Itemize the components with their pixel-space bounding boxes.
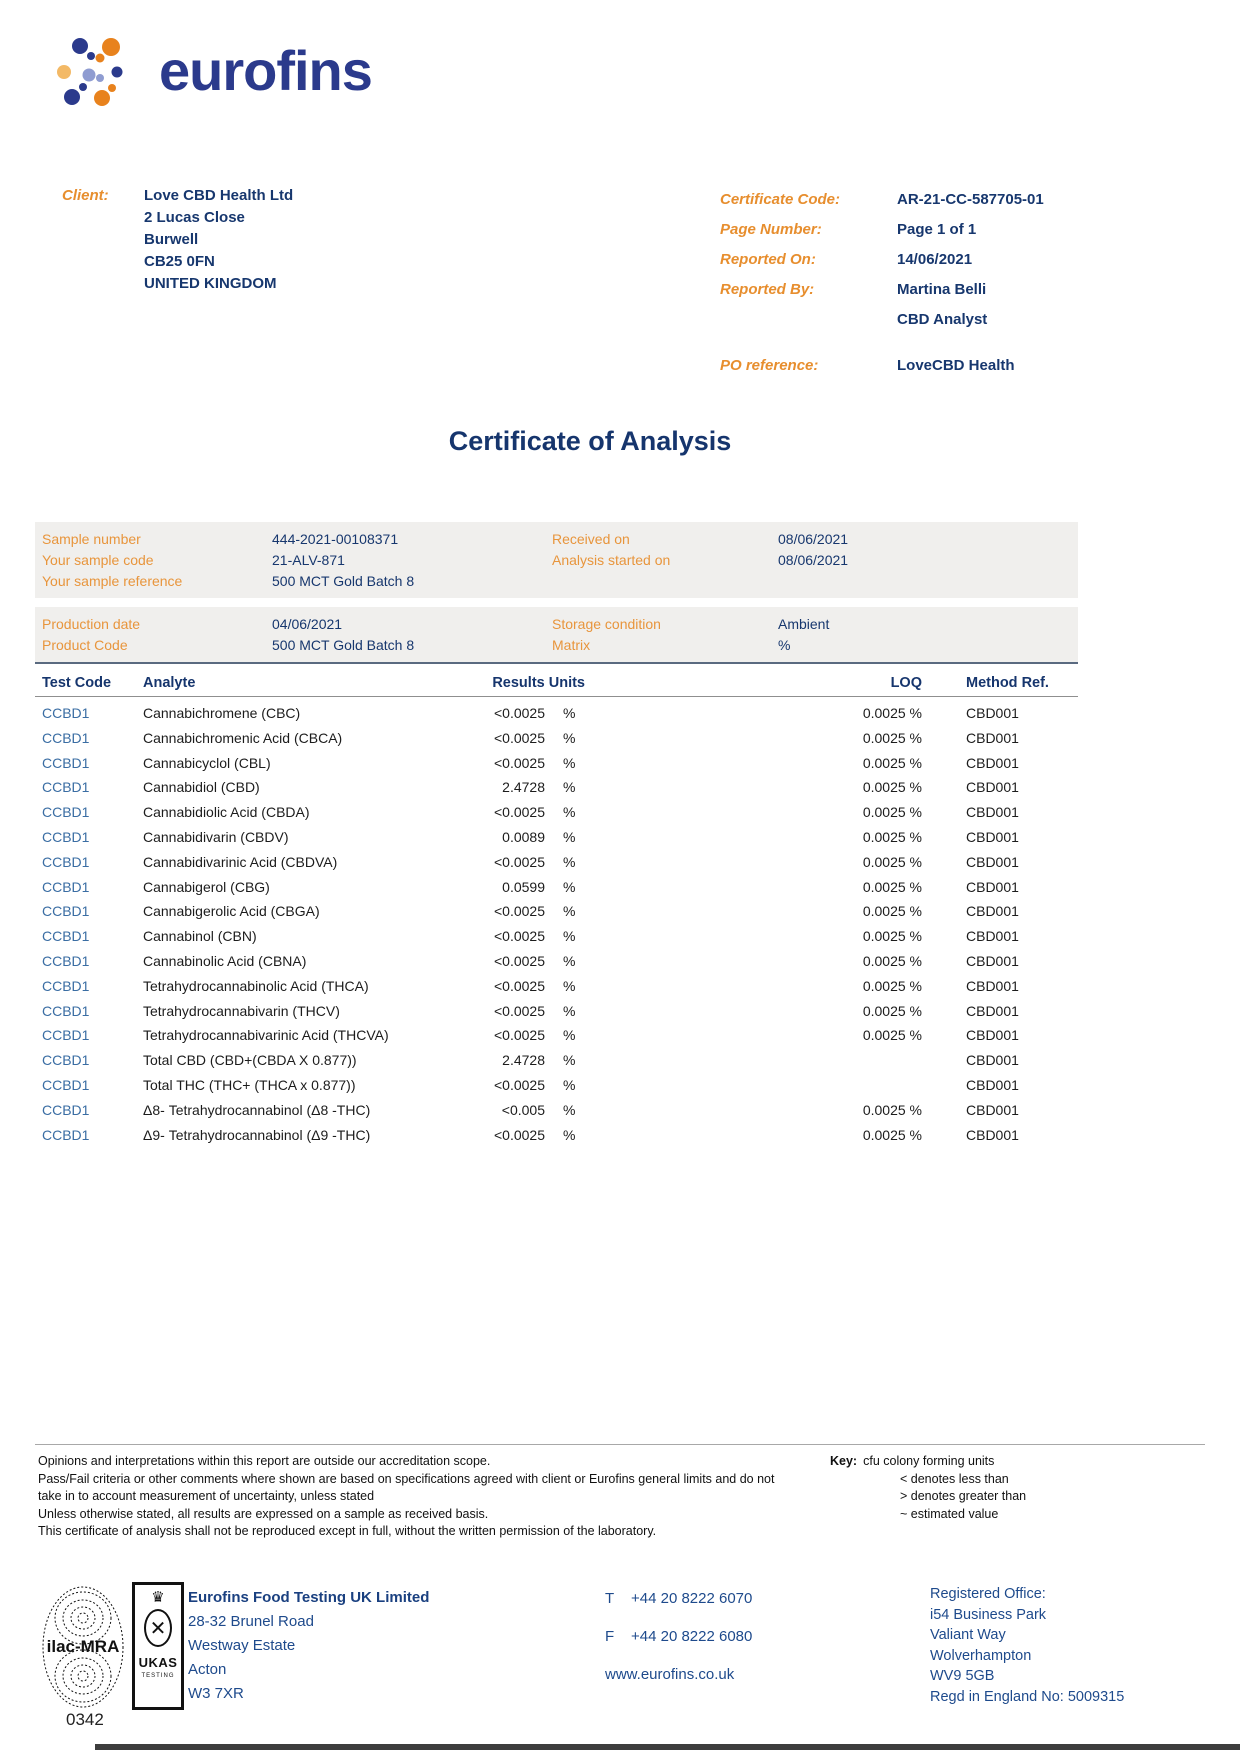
col-header-method-ref: Method Ref. xyxy=(966,675,1049,691)
cell-analyte: Δ9- Tetrahydrocannabinol (Δ9 -THC) xyxy=(143,1126,371,1143)
info-label: Production date xyxy=(42,616,141,632)
registered-office-line: WV9 5GB xyxy=(930,1668,995,1684)
col-header-loq: LOQ xyxy=(890,675,922,691)
meta-sub-value: CBD Analyst xyxy=(897,311,988,328)
info-label: Product Code xyxy=(42,637,128,653)
contact-prefix: T xyxy=(605,1590,615,1607)
cell-test-code: CCBD1 xyxy=(42,853,90,870)
footer-address-line: Westway Estate xyxy=(188,1637,296,1654)
cell-loq xyxy=(585,1073,922,1098)
cell-test-code: CCBD1 xyxy=(42,804,90,821)
info-row xyxy=(552,550,848,571)
info-value: 21-ALV-871 xyxy=(272,552,345,568)
cell-test-code: CCBD1 xyxy=(42,1002,90,1019)
registered-office-line: Valiant Way xyxy=(930,1627,1006,1643)
cell-unit: % xyxy=(563,1076,576,1093)
cell-loq: 0.0025 % xyxy=(862,1002,922,1019)
cell-loq: 0.0025 % xyxy=(862,1027,922,1044)
info-label: Matrix xyxy=(552,637,591,653)
cell-unit: % xyxy=(563,804,576,821)
cell-result: <0.0025 xyxy=(494,977,545,994)
cell-loq: 0.0025 % xyxy=(862,779,922,796)
cell-test-code: CCBD1 xyxy=(42,729,90,746)
cell-method-ref: CBD001 xyxy=(966,1101,1019,1118)
eurofins-logo xyxy=(55,34,372,108)
meta-label: Reported On: xyxy=(720,251,816,268)
info-label: Analysis started on xyxy=(552,552,671,568)
cell-loq: 0.0025 % xyxy=(862,878,922,895)
client-address-line: Love CBD Health Ltd xyxy=(144,187,294,204)
info-row xyxy=(42,614,414,635)
report-meta xyxy=(720,185,1180,381)
footer-company-address xyxy=(188,1610,429,1706)
cell-analyte: Cannabinolic Acid (CBNA) xyxy=(143,952,307,969)
meta-label: Page Number: xyxy=(720,221,822,238)
footer-contact-row xyxy=(605,1590,752,1607)
ukas-logo xyxy=(132,1582,184,1710)
cell-unit: % xyxy=(563,705,576,721)
cell-test-code: CCBD1 xyxy=(42,1076,90,1093)
cell-analyte: Cannabicyclol (CBL) xyxy=(143,754,271,771)
cell-method-ref: CBD001 xyxy=(966,903,1019,920)
client-address-line: UNITED KINGDOM xyxy=(144,275,277,292)
cell-method-ref: CBD001 xyxy=(966,1076,1019,1093)
cell-analyte: Cannabidiolic Acid (CBDA) xyxy=(143,804,310,821)
cell-unit: % xyxy=(563,853,576,870)
info-row xyxy=(42,529,414,550)
cell-analyte: Cannabichromenic Acid (CBCA) xyxy=(143,729,343,746)
meta-value: Martina Belli xyxy=(897,281,987,298)
meta-row xyxy=(720,185,1180,215)
info-row xyxy=(552,635,829,656)
results-table-body xyxy=(35,701,1078,1147)
info-row xyxy=(552,529,848,550)
info-row xyxy=(42,635,414,656)
cell-test-code: CCBD1 xyxy=(42,977,90,994)
client-address-line: Burwell xyxy=(144,231,199,248)
table-row xyxy=(35,974,1078,999)
footer-company xyxy=(188,1586,429,1706)
cell-analyte: Cannabigerol (CBG) xyxy=(143,878,270,895)
table-row xyxy=(35,850,1078,875)
table-row xyxy=(35,1098,1078,1123)
table-row xyxy=(35,1073,1078,1098)
cell-loq: 0.0025 % xyxy=(862,804,922,821)
table-row xyxy=(35,899,1078,924)
table-row xyxy=(35,825,1078,850)
key-entries xyxy=(830,1471,1150,1524)
table-row xyxy=(35,875,1078,900)
accreditation-logos xyxy=(40,1582,190,1712)
meta-row xyxy=(720,275,1180,305)
cell-test-code: CCBD1 xyxy=(42,878,90,895)
cell-analyte: Δ8- Tetrahydrocannabinol (Δ8 -THC) xyxy=(143,1101,371,1118)
key-entry: < denotes less than xyxy=(900,1471,1009,1486)
col-header-results-units: Results Units xyxy=(492,675,585,691)
page-title: Certificate of Analysis xyxy=(448,426,732,456)
cell-loq: 0.0025 % xyxy=(862,828,922,845)
meta-row xyxy=(720,351,1180,381)
cell-loq: 0.0025 % xyxy=(862,952,922,969)
info-label: Storage condition xyxy=(552,616,661,632)
disclaimer-line: Pass/Fail criteria or other comments where shown are based on specifications agreed with client or Eurofins general limits and do not xyxy=(38,1471,775,1486)
cell-result: 0.0599 xyxy=(502,878,545,895)
cell-result: <0.0025 xyxy=(494,1126,545,1143)
cell-test-code: CCBD1 xyxy=(42,779,90,796)
cell-analyte: Cannabidivarin (CBDV) xyxy=(143,828,289,845)
sample-info-left xyxy=(42,529,414,592)
table-row xyxy=(35,701,1078,726)
info-value: 08/06/2021 xyxy=(778,531,849,547)
cell-unit: % xyxy=(563,1002,576,1019)
ukas-emblem-icon: ✕ xyxy=(144,1609,172,1647)
client-block xyxy=(62,185,293,295)
production-info-block xyxy=(35,607,1078,664)
cell-result: <0.0025 xyxy=(494,1076,545,1093)
cell-unit: % xyxy=(563,729,576,746)
table-row xyxy=(35,999,1078,1024)
cell-test-code: CCBD1 xyxy=(42,1126,90,1143)
info-value: 08/06/2021 xyxy=(778,552,849,568)
ilac-mra-label: ilac-MRA xyxy=(46,1637,120,1656)
production-info-left xyxy=(42,614,414,656)
table-row xyxy=(35,1023,1078,1048)
ilac-mra-logo-icon xyxy=(40,1584,126,1710)
cell-test-code: CCBD1 xyxy=(42,952,90,969)
footer-company-name: Eurofins Food Testing UK Limited xyxy=(188,1589,430,1606)
info-value: 444-2021-00108371 xyxy=(272,531,399,547)
cell-unit: % xyxy=(563,903,576,920)
client-label: Client: xyxy=(62,187,109,204)
cell-loq: 0.0025 % xyxy=(862,1101,922,1118)
cell-unit: % xyxy=(563,754,576,771)
cell-unit: % xyxy=(563,1027,576,1044)
disclaimer-line: This certificate of analysis shall not be reproduced except in full, without the written permission of the laboratory. xyxy=(38,1524,657,1539)
meta-row xyxy=(720,245,1180,275)
cell-loq: 0.0025 % xyxy=(862,1126,922,1143)
info-label: Your sample code xyxy=(42,552,154,568)
disclaimer xyxy=(38,1453,818,1541)
cell-analyte: Cannabidivarinic Acid (CBDVA) xyxy=(143,853,338,870)
ukas-sub-label: TESTING xyxy=(141,1673,175,1679)
footer-website: www.eurofins.co.uk xyxy=(605,1666,735,1683)
cell-method-ref: CBD001 xyxy=(966,705,1019,721)
cell-method-ref: CBD001 xyxy=(966,779,1019,796)
table-row xyxy=(35,726,1078,751)
disclaimer-line: take in to account measurement of uncertainty, unless stated xyxy=(38,1489,375,1504)
registered-office-line: Regd in England No: 5009315 xyxy=(930,1688,1125,1705)
cell-method-ref: CBD001 xyxy=(966,952,1019,969)
cell-result: <0.0025 xyxy=(494,903,545,920)
info-row xyxy=(552,614,829,635)
cell-loq: 0.0025 % xyxy=(862,754,922,771)
sample-info-right xyxy=(552,529,848,571)
cell-test-code: CCBD1 xyxy=(42,928,90,945)
cell-analyte: Total THC (THC+ (THCA x 0.877)) xyxy=(143,1076,356,1093)
cell-result: 2.4728 xyxy=(502,779,545,796)
cell-test-code: CCBD1 xyxy=(42,828,90,845)
cell-test-code: CCBD1 xyxy=(42,1052,90,1069)
cell-result: <0.0025 xyxy=(494,729,545,746)
cell-result: <0.0025 xyxy=(494,853,545,870)
cell-method-ref: CBD001 xyxy=(966,1027,1019,1044)
cell-test-code: CCBD1 xyxy=(42,754,90,771)
meta-value: AR-21-CC-587705-01 xyxy=(897,191,1044,208)
meta-label: Certificate Code: xyxy=(720,191,841,208)
cell-unit: % xyxy=(563,928,576,945)
footer-separator xyxy=(35,1444,1205,1445)
meta-value: 14/06/2021 xyxy=(897,251,973,268)
client-address xyxy=(144,185,293,295)
table-row xyxy=(35,1123,1078,1148)
cell-unit: % xyxy=(563,1126,576,1143)
table-row xyxy=(35,1048,1078,1073)
cell-analyte: Tetrahydrocannabinolic Acid (THCA) xyxy=(143,977,369,994)
cell-test-code: CCBD1 xyxy=(42,1027,90,1044)
cell-analyte: Total CBD (CBD+(CBDA X 0.877)) xyxy=(143,1052,357,1069)
cell-method-ref: CBD001 xyxy=(966,729,1019,746)
meta-row xyxy=(720,215,1180,245)
info-value: Ambient xyxy=(778,616,830,632)
cell-method-ref: CBD001 xyxy=(966,828,1019,845)
client-address-line: CB25 0FN xyxy=(144,253,215,270)
contact-number: +44 20 8222 6070 xyxy=(631,1590,753,1607)
cell-analyte: Tetrahydrocannabivarin (THCV) xyxy=(143,1002,340,1019)
accreditation-number: 0342 xyxy=(66,1710,104,1729)
cell-method-ref: CBD001 xyxy=(966,1002,1019,1019)
table-row xyxy=(35,924,1078,949)
cell-unit: % xyxy=(563,828,576,845)
table-row xyxy=(35,751,1078,776)
cell-unit: % xyxy=(563,779,576,796)
cell-test-code: CCBD1 xyxy=(42,903,90,920)
info-label: Received on xyxy=(552,531,630,547)
meta-label-spacer xyxy=(720,305,897,335)
cell-method-ref: CBD001 xyxy=(966,853,1019,870)
footer-address-line: W3 7XR xyxy=(188,1685,244,1702)
key-first-entry: cfu colony forming units xyxy=(863,1454,995,1468)
table-row xyxy=(35,775,1078,800)
info-label: Your sample reference xyxy=(42,573,183,589)
cell-method-ref: CBD001 xyxy=(966,928,1019,945)
footer-address-line: 28-32 Brunel Road xyxy=(188,1613,314,1630)
cell-result: 2.4728 xyxy=(502,1052,545,1069)
cell-unit: % xyxy=(563,1101,576,1118)
crown-icon: ♛ xyxy=(151,1589,165,1606)
cell-unit: % xyxy=(563,1052,576,1069)
info-row xyxy=(42,550,414,571)
bottom-scan-bar xyxy=(95,1744,1240,1750)
col-header-test-code: Test Code xyxy=(42,675,112,691)
cell-loq: 0.0025 % xyxy=(862,903,922,920)
results-table-header xyxy=(35,670,1078,697)
sample-info-block xyxy=(35,522,1078,598)
key-label: Key: xyxy=(830,1454,858,1468)
footer-address-line: Acton xyxy=(188,1661,227,1678)
disclaimer-line: Unless otherwise stated, all results are expressed on a sample as received basis. xyxy=(38,1506,489,1521)
cell-method-ref: CBD001 xyxy=(966,1126,1019,1143)
col-header-analyte: Analyte xyxy=(143,675,196,691)
cell-loq: 0.0025 % xyxy=(862,705,922,721)
cell-method-ref: CBD001 xyxy=(966,754,1019,771)
info-value: % xyxy=(778,637,791,653)
cell-result: 0.0089 xyxy=(502,828,545,845)
meta-label: Reported By: xyxy=(720,281,815,298)
cell-unit: % xyxy=(563,977,576,994)
meta-label: PO reference: xyxy=(720,357,819,374)
cell-analyte: Tetrahydrocannabivarinic Acid (THCVA) xyxy=(143,1027,389,1044)
production-info-right xyxy=(552,614,829,656)
eurofins-dots-icon xyxy=(55,34,143,108)
footer-contact-row xyxy=(605,1628,752,1645)
ukas-label: UKAS xyxy=(138,1655,178,1670)
cell-test-code: CCBD1 xyxy=(42,1101,90,1118)
info-label: Sample number xyxy=(42,531,141,547)
cell-result: <0.005 xyxy=(501,1101,545,1118)
cell-result: <0.0025 xyxy=(494,1027,545,1044)
registered-office-line: i54 Business Park xyxy=(930,1606,1047,1623)
cell-result: <0.0025 xyxy=(494,804,545,821)
footer-phone-fax xyxy=(605,1590,752,1645)
disclaimer-line: Opinions and interpretations within this report are outside our accreditation scope. xyxy=(38,1454,491,1468)
info-value: 04/06/2021 xyxy=(272,616,343,632)
cell-analyte: Cannabigerolic Acid (CBGA) xyxy=(143,903,320,920)
cell-method-ref: CBD001 xyxy=(966,977,1019,994)
key-entry: > denotes greater than xyxy=(900,1489,1027,1504)
cell-loq: 0.0025 % xyxy=(862,729,922,746)
meta-value: Page 1 of 1 xyxy=(897,221,977,238)
cell-result: <0.0025 xyxy=(494,754,545,771)
info-row xyxy=(42,571,414,592)
cell-method-ref: CBD001 xyxy=(966,1052,1019,1069)
footer-registered-office xyxy=(930,1584,1124,1707)
contact-number: +44 20 8222 6080 xyxy=(631,1628,753,1645)
contact-prefix: F xyxy=(605,1628,615,1645)
cell-loq xyxy=(585,1048,922,1073)
cell-result: <0.0025 xyxy=(494,1002,545,1019)
cell-loq: 0.0025 % xyxy=(862,977,922,994)
info-value: 500 MCT Gold Batch 8 xyxy=(272,573,415,589)
meta-sub-row xyxy=(720,305,1180,335)
meta-value: LoveCBD Health xyxy=(897,357,1015,374)
cell-method-ref: CBD001 xyxy=(966,878,1019,895)
registered-office-line: Registered Office: xyxy=(930,1586,1046,1602)
info-value: 500 MCT Gold Batch 8 xyxy=(272,637,415,653)
key-legend xyxy=(830,1453,1150,1523)
cell-loq: 0.0025 % xyxy=(862,928,922,945)
cell-unit: % xyxy=(563,952,576,969)
table-row xyxy=(35,800,1078,825)
cell-analyte: Cannabinol (CBN) xyxy=(143,928,257,945)
cell-result: <0.0025 xyxy=(494,705,545,721)
cell-result: <0.0025 xyxy=(494,928,545,945)
cell-test-code: CCBD1 xyxy=(42,705,90,721)
registered-office-line: Wolverhampton xyxy=(930,1647,1032,1664)
table-row xyxy=(35,949,1078,974)
cell-result: <0.0025 xyxy=(494,952,545,969)
client-address-line: 2 Lucas Close xyxy=(144,209,245,226)
footer-contact xyxy=(605,1590,752,1683)
key-entry: ~ estimated value xyxy=(900,1506,999,1521)
cell-method-ref: CBD001 xyxy=(966,804,1019,821)
cell-loq: 0.0025 % xyxy=(862,853,922,870)
cell-analyte: Cannabichromene (CBC) xyxy=(143,705,301,721)
cell-analyte: Cannabidiol (CBD) xyxy=(143,779,260,796)
brand-name: eurofins xyxy=(159,39,372,102)
cell-unit: % xyxy=(563,878,576,895)
